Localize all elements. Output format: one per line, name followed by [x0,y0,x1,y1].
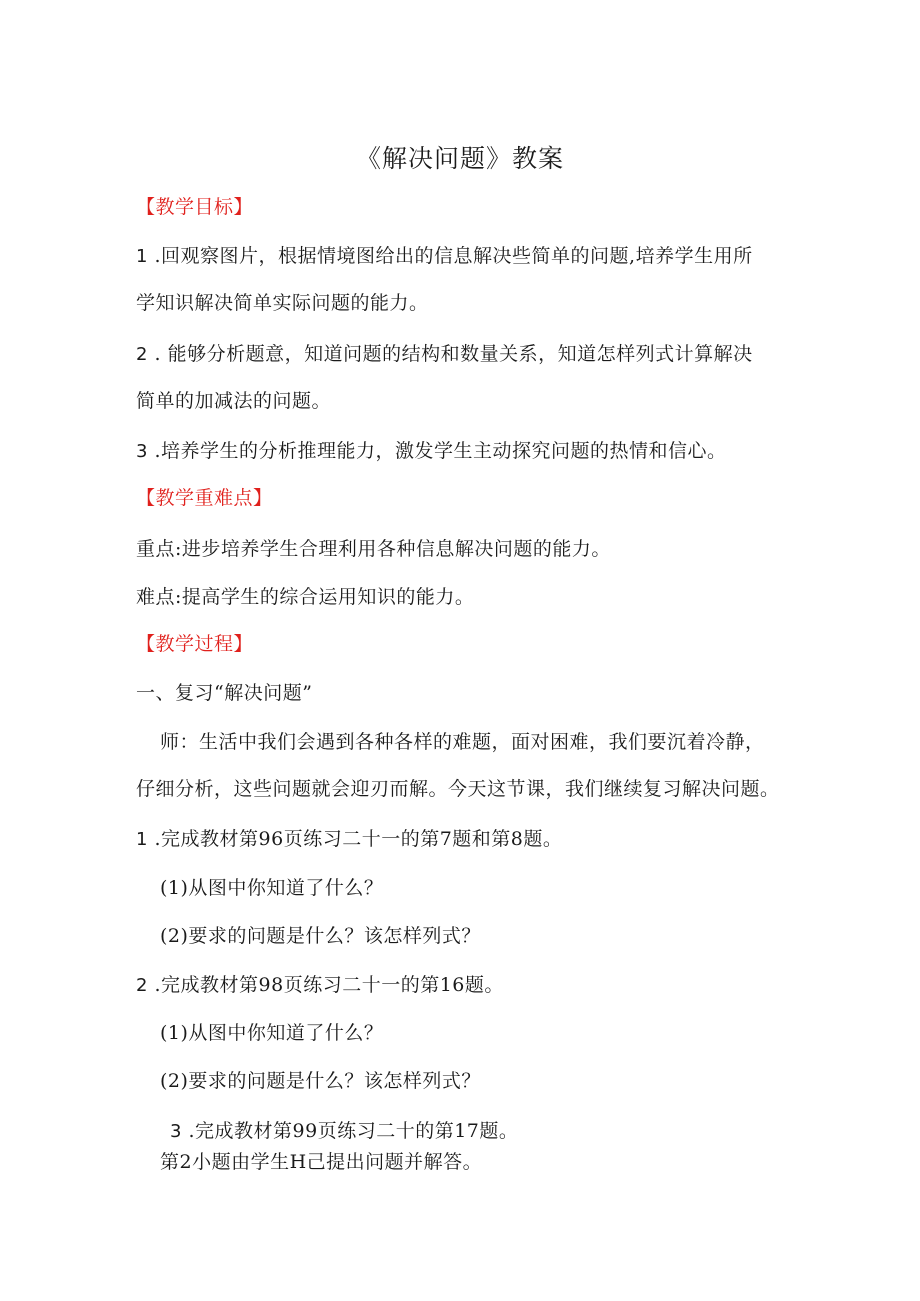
focus-point: 重点:进步培养学生合理利用各种信息解决问题的能力。 [136,538,611,560]
task-3-note: 第2小题由学生H己提出问题并解答。 [160,1151,483,1173]
task-1-number: 1 [136,829,148,850]
objective-2-number: 2 [136,344,148,365]
task-1-text: .完成教材第96页练习二十一的第7题和第8题。 [147,828,563,850]
task-1-question-1: (1)从图中你知道了什么？ [160,877,384,899]
task-3 [170,1119,518,1144]
task-2-question-2: (2)要求的问题是什么？该怎样列式？ [160,1070,481,1092]
task-3-text: .完成教材第99页练习二十的第17题。 [181,1120,519,1142]
objective-3-number: 3 [136,441,148,462]
task-2-text: .完成教材第98页练习二十一的第16题。 [147,974,504,996]
part-1-heading: 一、复习“解决问题” [136,682,313,704]
objective-2-line-2: 简单的加减法的问题。 [136,390,332,412]
objectives-heading: 【教学目标】 [136,196,254,218]
task-1-question-2: (2)要求的问题是什么？该怎样列式？ [160,925,481,947]
objective-3-text: .培养学生的分析推理能力，激发学生主动探究问题的热情和信心。 [147,440,727,462]
task-2-question-1: (1)从图中你知道了什么？ [160,1022,384,1044]
task-2-number: 2 [136,975,148,996]
teacher-speech-line-2: 仔细分析，这些问题就会迎刃而解。今天这节课，我们继续复习解决问题。 [136,778,780,800]
objective-3-line-1 [136,439,727,464]
objective-1-number: 1 [136,246,148,267]
task-2 [136,973,504,998]
task-1 [136,827,562,852]
keypoints-heading: 【教学重难点】 [136,487,273,509]
objective-2-text: . 能够分析题意，知道问题的结构和数量关系，知道怎样列式计算解决 [147,343,753,365]
objective-1-line-1 [136,244,753,269]
objective-1-line-2: 学知识解决简单实际问题的能力。 [136,292,429,314]
objective-2-line-1 [136,342,753,367]
objective-1-text: .回观察图片，根据情境图给出的信息解决些简单的问题,培养学生用所 [147,245,753,267]
task-3-number: 3 [170,1121,182,1142]
process-heading: 【教学过程】 [136,633,254,655]
document-title: 《解决问题》教案 [355,144,564,173]
teacher-speech-line-1: 师：生活中我们会遇到各种各样的难题，面对困难，我们要沉着冷静， [160,731,765,753]
difficulty-point: 难点:提高学生的综合运用知识的能力。 [136,586,475,608]
